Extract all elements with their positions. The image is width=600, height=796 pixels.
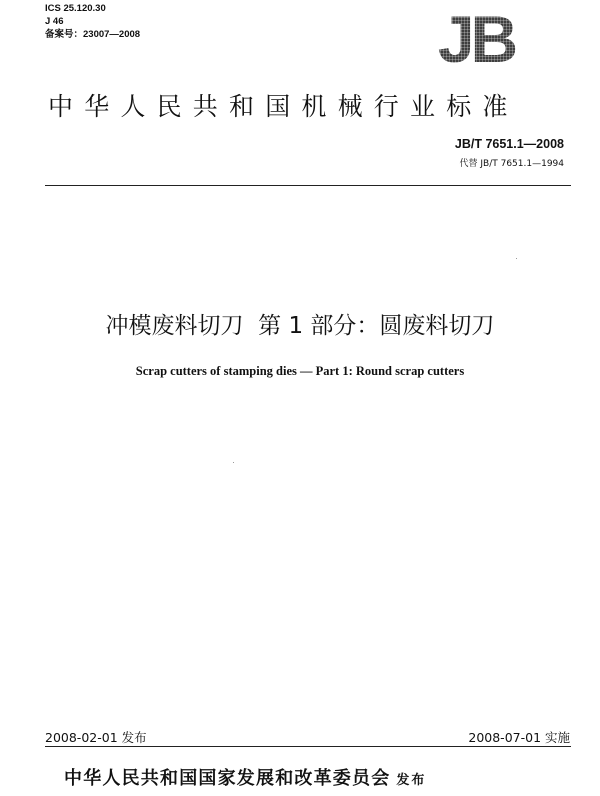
standard-number: JB/T 7651.1—2008 [454, 137, 564, 151]
record-number: 备案号：23007—2008 [45, 29, 141, 40]
publisher-name: 中华人民共和国国家发展和改革委员会 [64, 768, 391, 789]
ics-code: ICS 25.120.30 [45, 3, 106, 14]
footer-divider [45, 746, 571, 747]
publisher-line [64, 764, 426, 790]
classification-block [45, 2, 140, 41]
scan-speck [233, 462, 234, 463]
standard-category-title: 中华人民共和国机械行业标准 [48, 92, 519, 121]
publisher-suffix: 发布 [396, 773, 427, 788]
scan-speck [516, 258, 517, 259]
document-title-english: Scrap cutters of stamping dies — Part 1: Round scrap cutters [135, 364, 465, 378]
issue-date: 2008-02-01 发布 [45, 730, 147, 745]
logo-text: JB [437, 6, 515, 68]
jb-logo [420, 6, 532, 68]
header-divider [45, 185, 571, 186]
document-title-chinese: 冲模废料切刀 第 1 部分：圆废料切刀 [105, 313, 495, 339]
replaces-standard: 代替 JB/T 7651.1—1994 [459, 159, 564, 169]
implementation-date: 2008-07-01 实施 [468, 730, 570, 745]
ccs-code: J 46 [45, 16, 64, 27]
